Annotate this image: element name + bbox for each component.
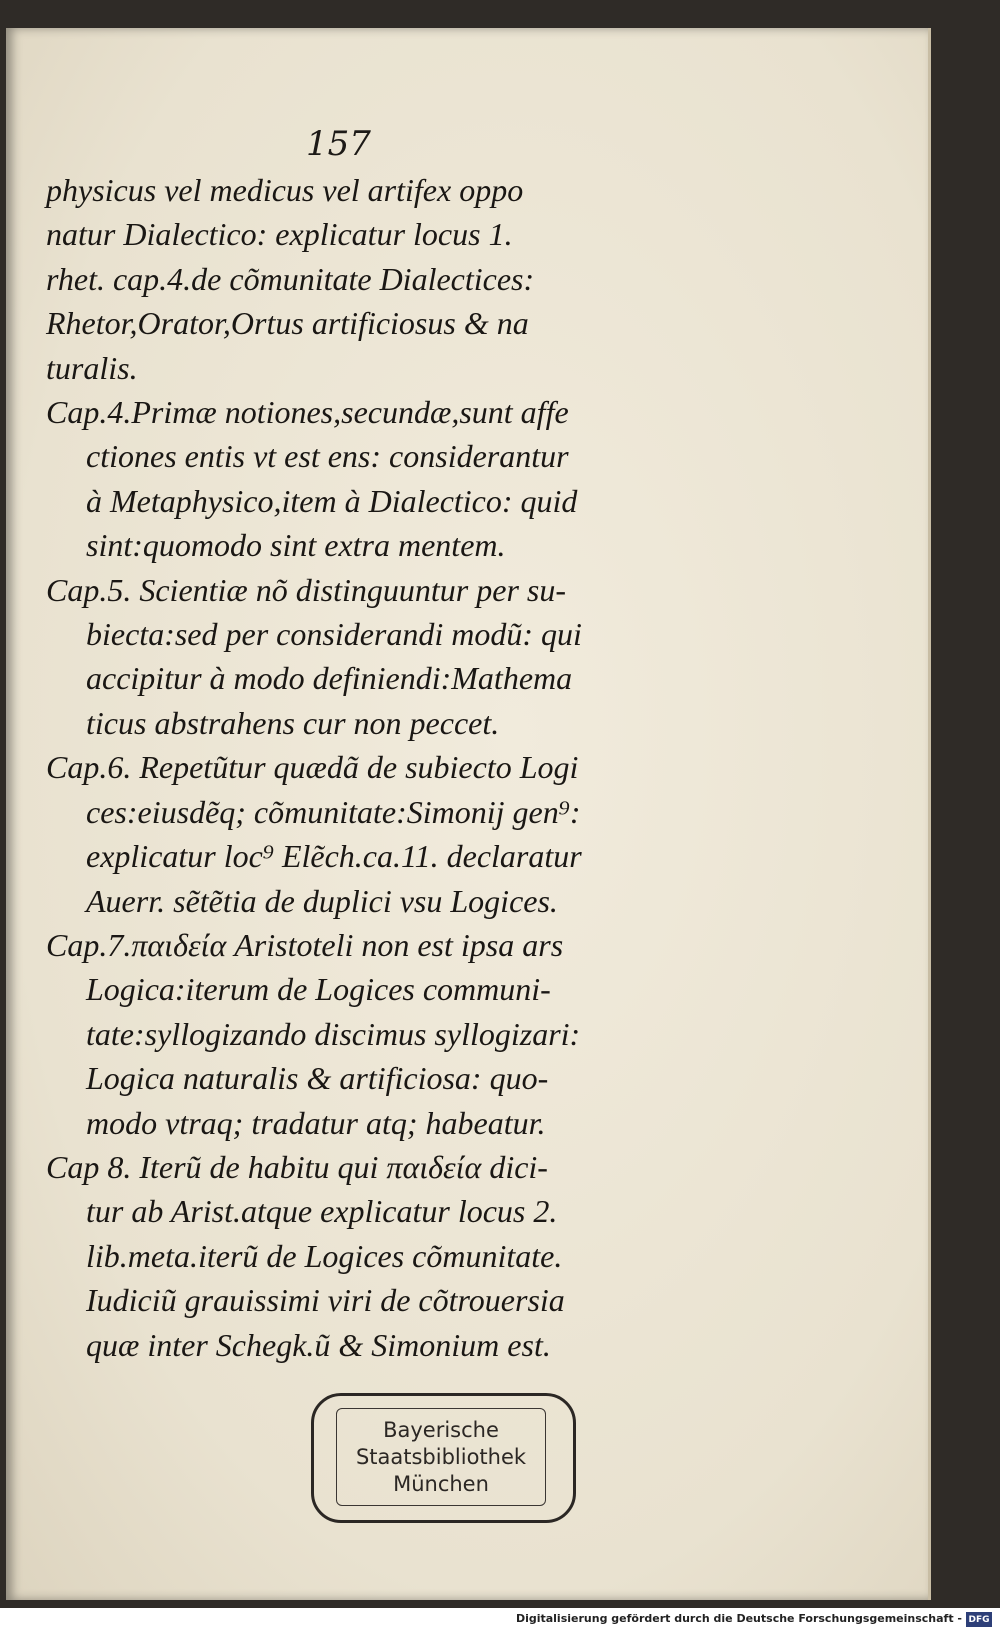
stamp-frame [336, 1408, 546, 1506]
dfg-logo-icon: DFG [966, 1612, 992, 1627]
text-line: à Metaphysico,item à Dialectico: quid [86, 482, 578, 519]
text-line: tur ab Arist.atque explicatur locus 2. [86, 1193, 558, 1230]
chapter-line: Cap.5. Scientiæ nõ distinguuntur per su- [46, 571, 566, 608]
page-text [46, 168, 686, 1367]
text-line: sint:quomodo sint extra mentem. [86, 527, 506, 564]
text-line: turalis. [46, 349, 138, 386]
text-line: biecta:sed per considerandi modũ: qui [86, 616, 582, 653]
chapter-line: Cap.7.παιδεία Aristoteli non est ipsa ars [46, 926, 564, 963]
book-page [6, 28, 931, 1600]
text-line: Rhetor,Orator,Ortus artificiosus & na [46, 305, 529, 342]
text-line: explicatur loc⁹ Elẽch.ca.11. declaratur [86, 838, 582, 875]
library-stamp [311, 1393, 576, 1523]
text-line: Iudiciũ grauissimi viri de cõtrouersia [86, 1282, 565, 1319]
chapter-line: Cap.4.Primæ notiones,secundæ,sunt affe [46, 394, 569, 431]
text-line: Auerr. sẽtẽtia de duplici vsu Logices. [86, 882, 558, 919]
page-number: 157 [306, 124, 371, 164]
chapter-line: Cap 8. Iterũ de habitu qui παιδεία dici- [46, 1148, 548, 1185]
text-line: Logica naturalis & artificiosa: quo- [86, 1060, 549, 1097]
text-line: lib.meta.iterũ de Logices cõmunitate. [86, 1237, 563, 1274]
stamp-line: München [393, 1471, 489, 1496]
footer-bar [0, 1608, 1000, 1633]
text-line: natur Dialectico: explicatur locus 1. [46, 216, 513, 253]
text-line: ces:eiusdẽq; cõmunitate:Simonij gen⁹: [86, 793, 581, 830]
text-line: quæ inter Schegk.ũ & Simonium est. [86, 1326, 551, 1363]
stamp-line: Staatsbibliothek [355, 1444, 527, 1469]
text-line: accipitur à modo definiendi:Mathema [86, 660, 573, 697]
footer-credit: Digitalisierung gefördert durch die Deutsche Forschungsgemeinschaft - [515, 1612, 962, 1625]
chapter-line: Cap.6. Repetũtur quædã de subiecto Logi [46, 749, 579, 786]
text-line: physicus vel medicus vel artifex oppo [46, 172, 524, 208]
text-line: rhet. cap.4.de cõmunitate Dialectices: [46, 260, 535, 297]
text-line: modo vtraq; tradatur atq; habeatur. [86, 1104, 546, 1141]
text-line: Logica:iterum de Logices communi- [86, 971, 551, 1008]
text-line: ctiones entis vt est ens: considerantur [86, 438, 569, 475]
text-line: ticus abstrahens cur non peccet. [86, 704, 500, 741]
text-line: tate:syllogizando discimus syllogizari: [86, 1015, 581, 1052]
stamp-line: Bayerische [383, 1417, 499, 1442]
